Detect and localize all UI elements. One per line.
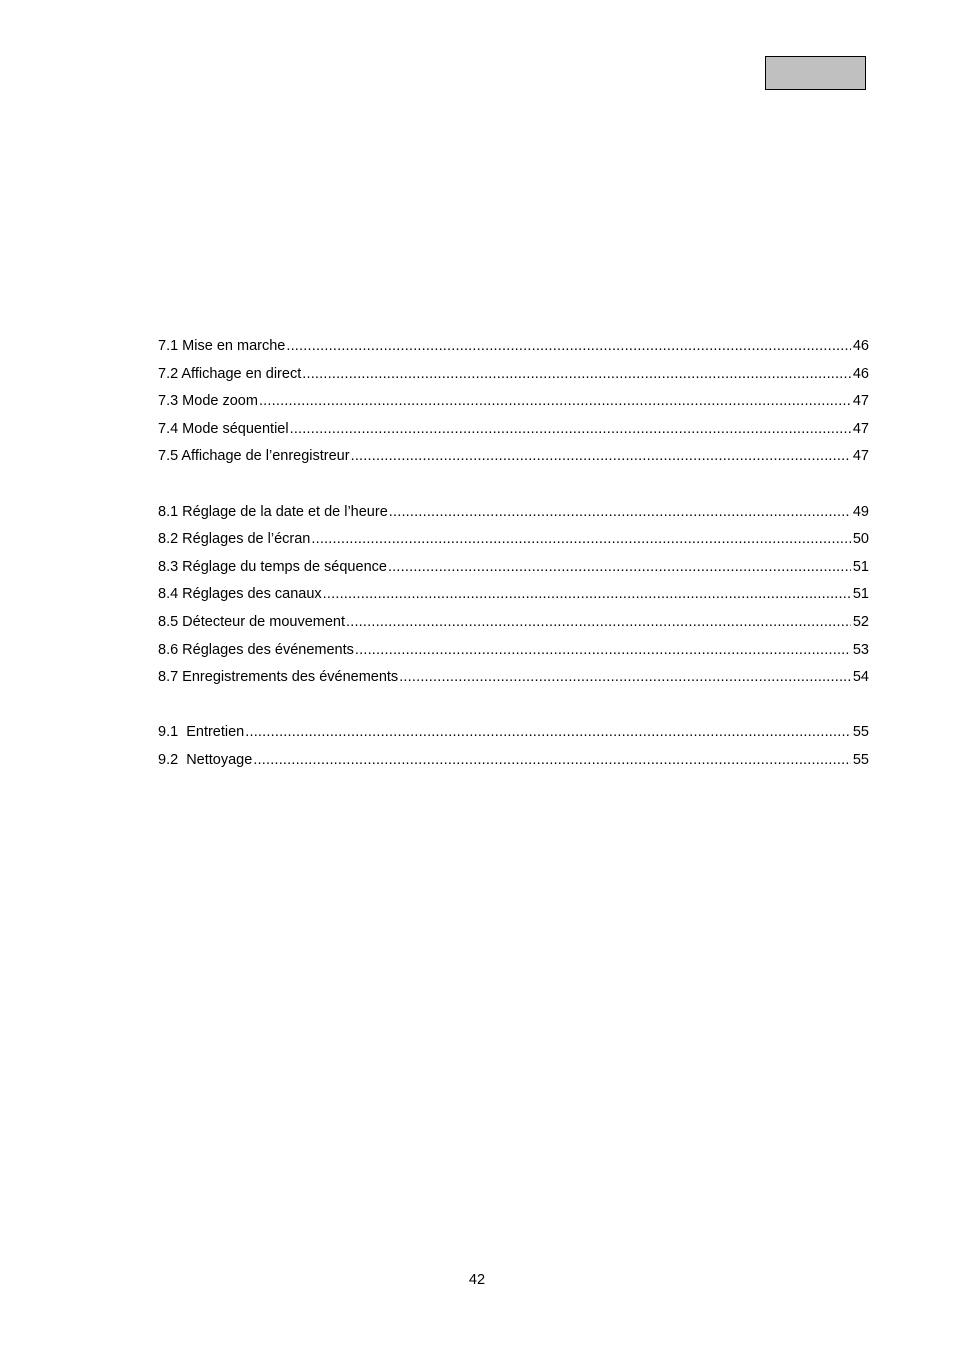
table-of-contents	[158, 333, 869, 775]
toc-entry[interactable]	[158, 637, 869, 665]
toc-group-chapter-7	[158, 333, 869, 471]
toc-dot-leader	[245, 719, 851, 747]
toc-dot-leader	[355, 637, 851, 665]
page-number: 42	[468, 1272, 486, 1288]
toc-entry[interactable]	[158, 609, 869, 637]
toc-entry[interactable]	[158, 499, 869, 527]
toc-dot-leader	[259, 388, 851, 416]
toc-entry-title: 9.2 Nettoyage	[158, 751, 253, 768]
toc-entry[interactable]	[158, 747, 869, 775]
toc-entry-title: 7.1 Mise en marche	[158, 338, 286, 354]
toc-entry-title: 8.4 Réglages des canaux	[158, 586, 322, 603]
toc-entry-page: 47	[852, 393, 869, 410]
toc-group-chapter-9	[158, 719, 869, 774]
toc-dot-leader	[323, 581, 851, 609]
toc-entry[interactable]	[158, 581, 869, 609]
toc-entry-title: 7.2 Affichage en direct	[158, 365, 302, 382]
toc-dot-leader	[286, 333, 851, 361]
toc-entry-page: 53	[852, 641, 869, 658]
toc-entry[interactable]	[158, 526, 869, 554]
toc-entry-title: 9.1 Entretien	[158, 724, 245, 741]
toc-dot-leader	[253, 747, 851, 775]
toc-dot-leader	[346, 609, 851, 637]
toc-entry-title: 8.7 Enregistrements des événements	[158, 669, 399, 686]
toc-dot-leader	[399, 664, 851, 692]
toc-entry[interactable]	[158, 416, 869, 444]
toc-entry[interactable]	[158, 388, 869, 416]
toc-entry-page: 50	[852, 531, 869, 548]
toc-entry[interactable]	[158, 554, 869, 582]
toc-group-chapter-8	[158, 499, 869, 692]
toc-entry-page: 51	[852, 558, 869, 575]
toc-entry-page: 55	[852, 724, 869, 741]
toc-entry-page: 54	[852, 669, 869, 686]
toc-entry-title: 8.6 Réglages des événements	[158, 641, 354, 658]
toc-entry-title: 7.3 Mode zoom	[158, 393, 258, 410]
toc-dot-leader	[388, 554, 851, 582]
toc-entry[interactable]	[158, 361, 869, 389]
toc-entry-title: 8.3 Réglage du temps de séquence	[158, 558, 387, 575]
toc-entry-title: 8.1 Réglage de la date et de l’heure	[158, 503, 388, 520]
toc-dot-leader	[389, 499, 851, 527]
toc-entry-page: 47	[852, 420, 869, 437]
toc-entry-page: 47	[852, 448, 869, 465]
toc-entry-page: 46	[852, 338, 869, 354]
toc-entry-title: 7.4 Mode séquentiel	[158, 420, 289, 437]
toc-dot-leader	[302, 361, 851, 389]
toc-entry[interactable]	[158, 443, 869, 471]
toc-entry-title: 8.2 Réglages de l’écran	[158, 531, 311, 548]
toc-entry[interactable]	[158, 719, 869, 747]
language-tab-box	[765, 56, 866, 90]
toc-dot-leader	[351, 443, 851, 471]
toc-entry-page: 46	[852, 365, 869, 382]
toc-entry-page: 51	[852, 586, 869, 603]
toc-entry-page: 55	[852, 751, 869, 768]
toc-entry[interactable]	[158, 664, 869, 692]
toc-entry[interactable]	[158, 333, 869, 361]
toc-entry-title: 8.5 Détecteur de mouvement	[158, 613, 345, 630]
toc-dot-leader	[290, 416, 851, 444]
toc-entry-page: 52	[852, 613, 869, 630]
toc-entry-title: 7.5 Affichage de l’enregistreur	[158, 448, 350, 465]
toc-dot-leader	[311, 526, 851, 554]
toc-entry-page: 49	[852, 503, 869, 520]
